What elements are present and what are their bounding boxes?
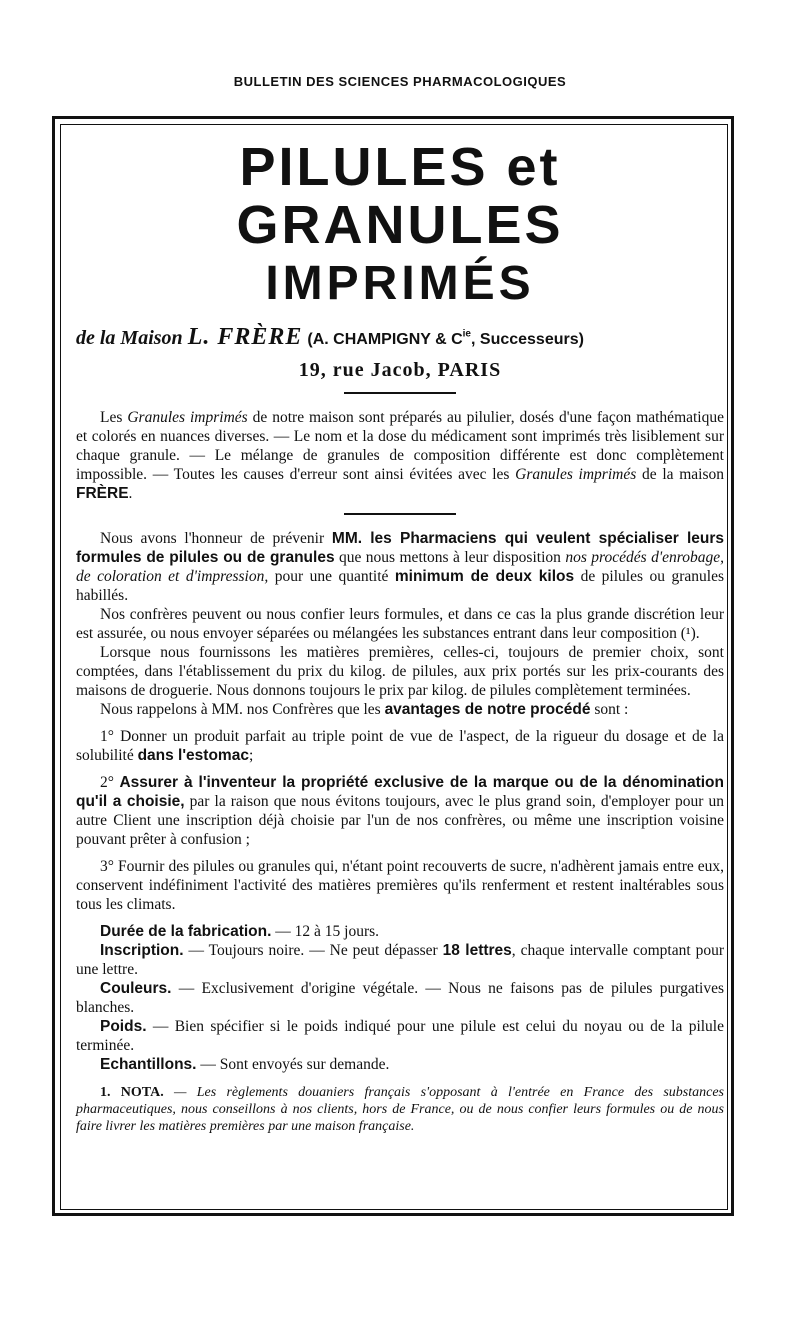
paragraph-pharmaciens: Nous avons l'honneur de prévenir MM. les Pharmaciens qui veulent spécialiser leurs formules de pilules ou de granules que nous mettons à leur disposition nos procédés d'enrobage, de coloration et d'impression, pour une quantité minimum de deux kilos de pilules ou granules habillés. [76,530,724,604]
title-line-1: PILULES et GRANULES [236,137,564,255]
duree-fabrication: Durée de la fabrication. — 12 à 15 jours. [100,923,380,940]
couleurs-info: Couleurs. — Exclusivement d'origine végétale. — Nous ne faisons pas de pilules purgatives blanches. [76,980,724,1016]
echantillons-info: Echantillons. — Sont envoyés sur demande. [100,1056,390,1073]
advert-content [76,138,724,1135]
divider-rule-1 [344,392,456,394]
maison-de-la: de la Maison [76,327,183,349]
avantage-item-2: 2° Assurer à l'inventeur la propriété exclusive de la marque ou de la dénomination qu'il a choisie, par la raison que nous évitons toujours, avec le plus grand soin, d'employer pour un autre Client une inscription déjà choisie par l'un de nos confrères, ou même une inscription voisine pouvant prêter à confusion ; [76,774,724,848]
maison-line [76,324,724,351]
running-header: BULLETIN DES SCIENCES PHARMACOLOGIQUES [233,74,567,89]
avantage-item-1: 1° Donner un produit parfait au triple point de vue de l'aspect, de la rigueur du dosage et de la solubilité dans l'estomac; [76,728,724,764]
maison-cie-sup: ie [462,328,471,340]
paragraph-confreres: Nos confrères peuvent ou nous confier leurs formules, et dans ce cas la plus grande discrétion leur est assurée, ou nous envoyer séparées ou mélangées les substances entrant dans leur composition (¹). [76,606,724,642]
paragraph-matieres: Lorsque nous fournissons les matières premières, celles-ci, toujours de premier choix, sont comptées, dans l'établissement du prix du kilog. de pilules, aux prix portés sur les prix-courants des maisons de droguerie. Nous donnons toujours le prix par kilog. de pilules complètement terminées. [76,644,724,699]
address: 19, rue Jacob, PARIS [298,359,502,381]
paragraph-avantages: Nous rappelons à MM. nos Confrères que les avantages de notre procédé sont : [100,701,629,718]
inscription-info: Inscription. — Toujours noire. — Ne peut dépasser 18 lettres, chaque intervalle comptant pour une lettre. [76,942,724,978]
poids-info: Poids. — Bien spécifier si le poids indiqué pour une pilule est celui du noyau ou de la pilule terminée. [76,1018,724,1054]
maison-successeurs: , Successeurs) [471,331,584,348]
footnote-nota: 1. NOTA. — Les règlements douaniers français s'opposant à l'entrée en France des substances pharmaceutiques, nous conseillons à nos clients, hors de France, ou de nous confier leurs formules ou de nous faire livrer les matières premières par une maison française. [76,1085,724,1134]
paragraph-granules: Les Granules imprimés de notre maison sont préparés au pilulier, dosés d'une façon mathématique et colorés en nuances diverses. — Le nom et la dose du médicament sont imprimés très lisiblement sur chaque granule. — Le mélange de granules de composition différente est donc complètement impossible. — Toutes les causes d'erreur sont ainsi évitées avec les Granules imprimés de la maison FRÈRE. [76,409,724,502]
title-line-2: IMPRIMÉS [265,257,535,310]
avantage-item-3: 3° Fournir des pilules ou granules qui, n'étant point recouverts de sucre, n'adhèrent jamais entre eux, conservent indéfiniment l'activité des matières premières qu'ils renferment et restent inaltérables sous tous les climats. [76,858,724,913]
maison-champigny: (A. CHAMPIGNY & C [307,331,463,348]
divider-rule-2 [344,513,456,515]
maison-name: L. FRÈRE [187,324,303,350]
